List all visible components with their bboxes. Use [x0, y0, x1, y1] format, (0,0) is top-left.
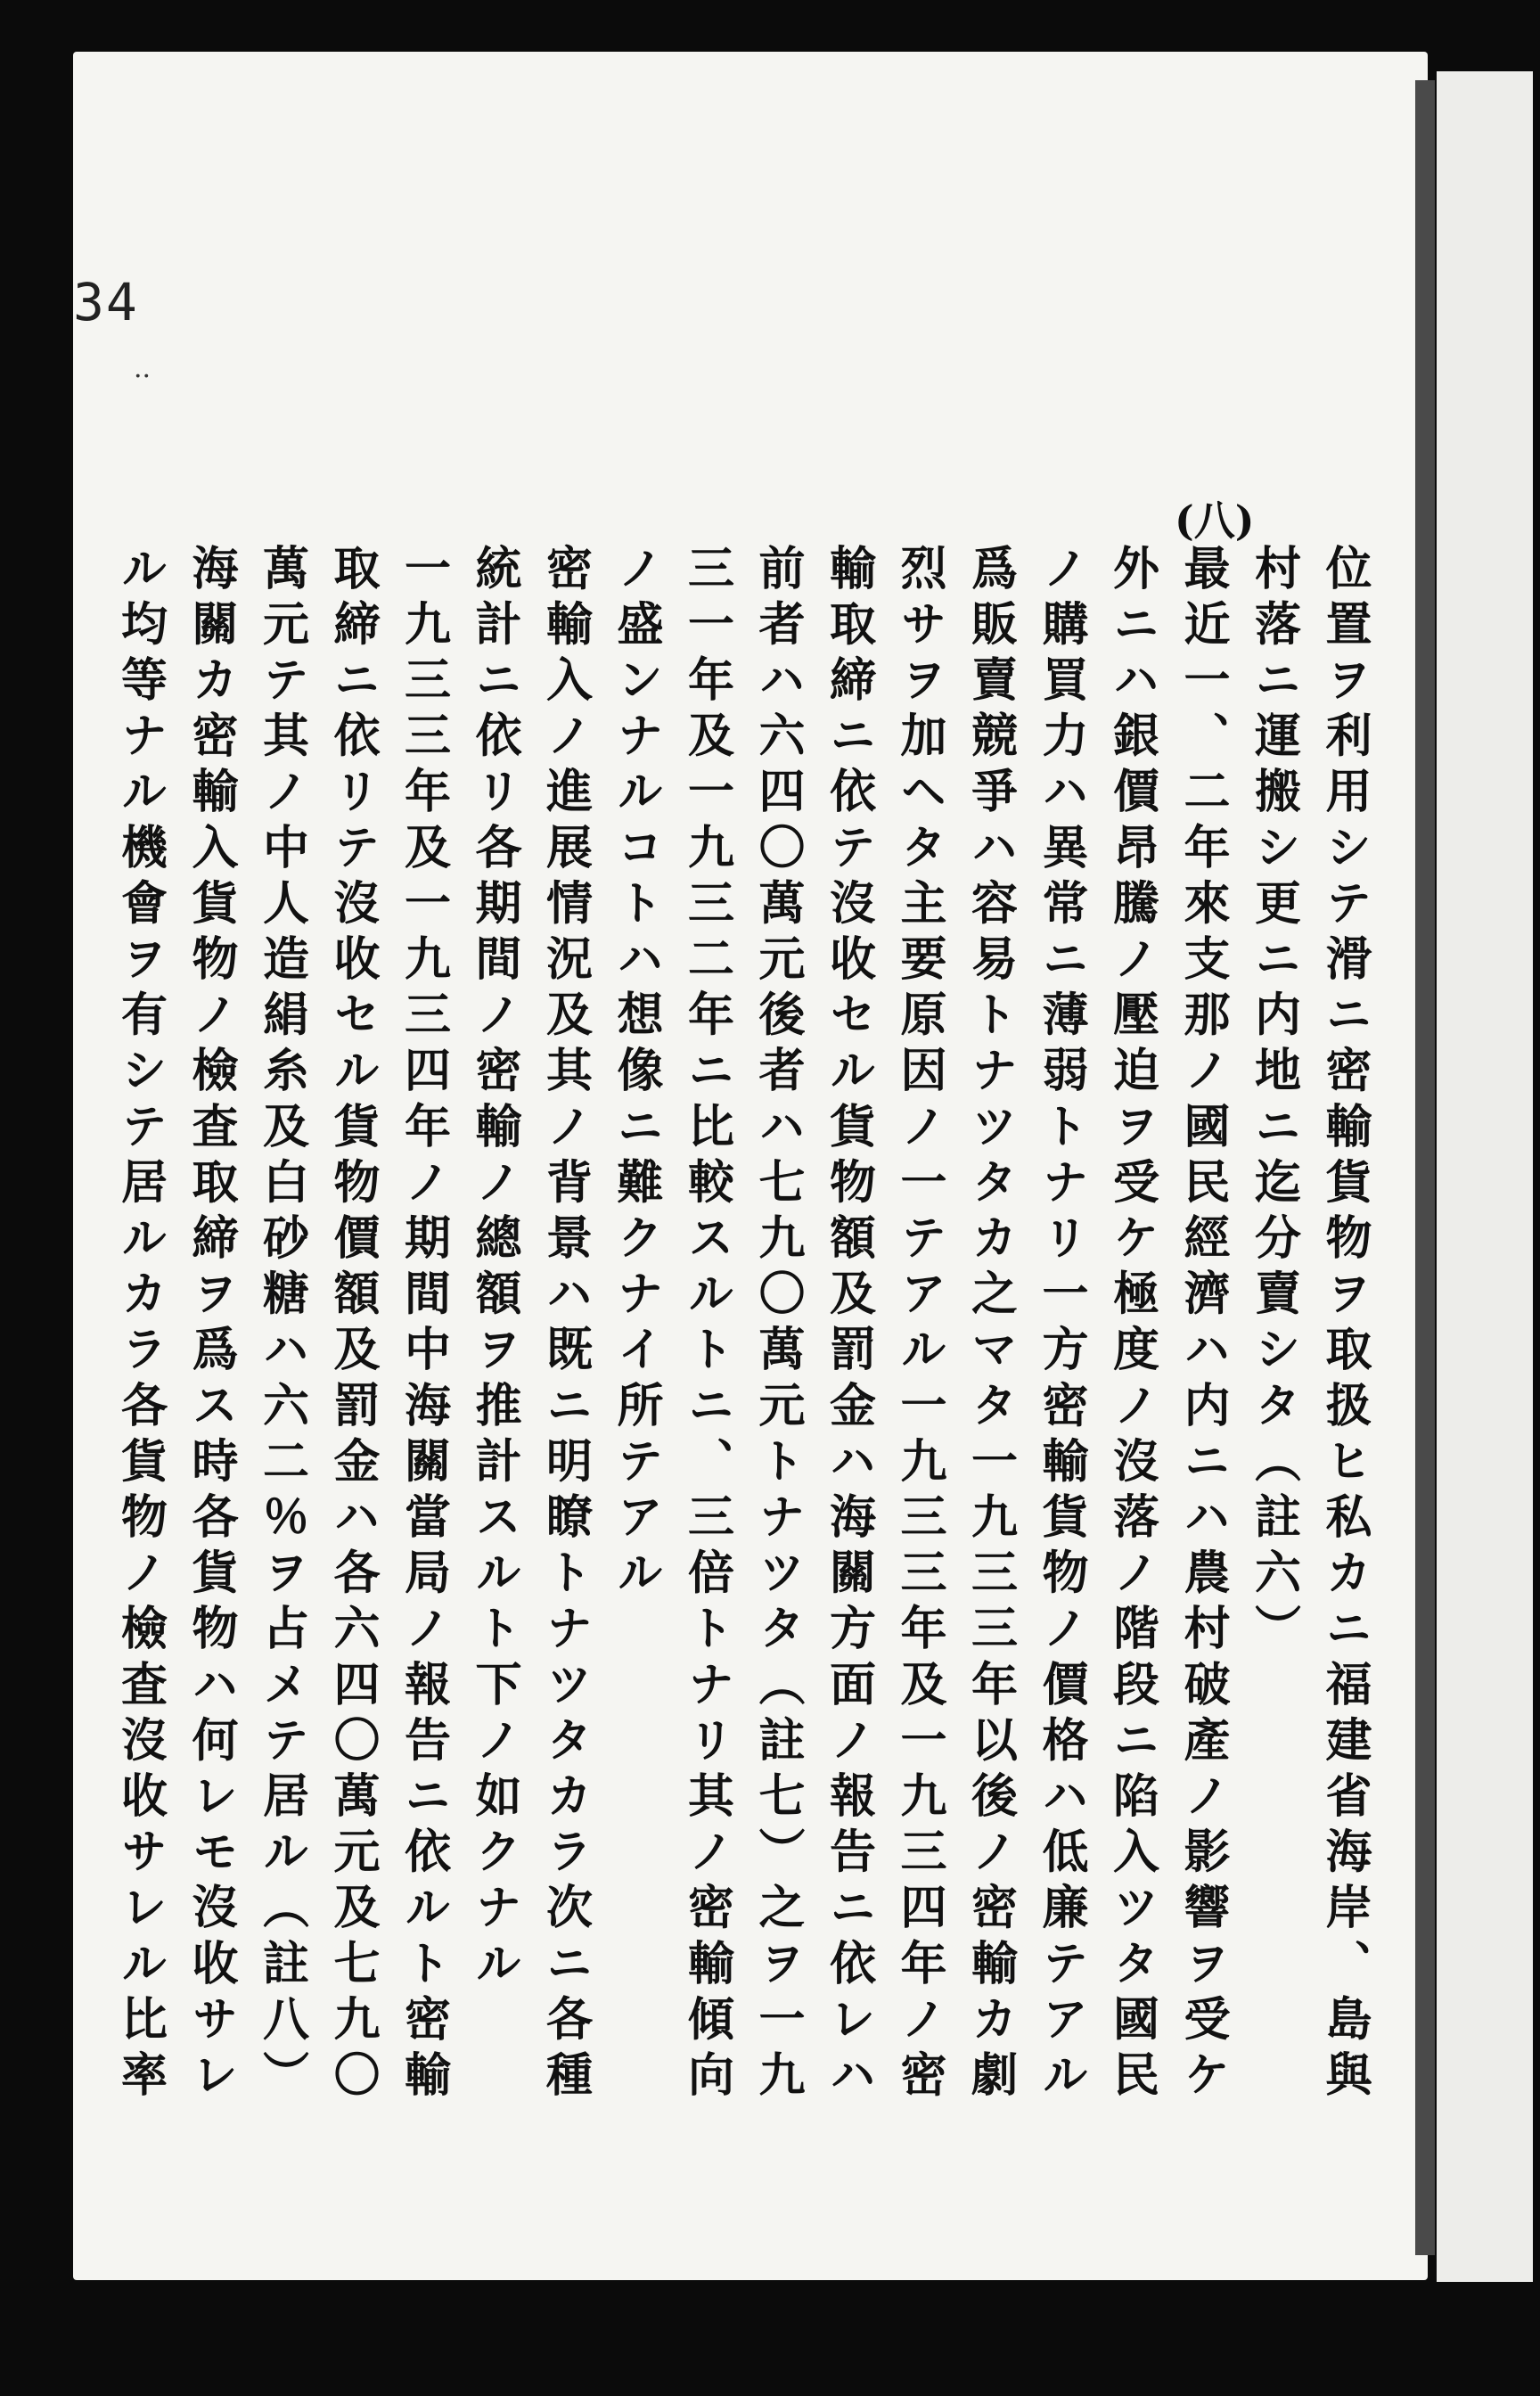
text-column: 一九三三年及一九三四年ノ期間中海關當局ノ報告ニ依ルト密輸	[396, 544, 450, 2106]
text-column: 統計ニ依リ各期間ノ密輸ノ總額ヲ推計スルト下ノ如クナル	[467, 544, 520, 1995]
text-column: 海關カ密輸入貨物ノ檢査取締ヲ爲ス時各貨物ハ何レモ沒收サレ	[184, 544, 237, 2106]
text-column: 三一年及一九三二年ニ比較スルトニ、三倍トナリ其ノ密輸傾向	[679, 544, 733, 2106]
text-column: 最近一、二年來支那ノ國民經濟ハ内ニハ農村破產ノ影響ヲ受ケ	[1175, 544, 1229, 2106]
text-column: 前者ハ六四〇萬元後者ハ七九〇萬元トナツタ（註七）之ヲ一九	[750, 544, 804, 2106]
text-column: 外ニハ銀價昂騰ノ壓迫ヲ受ケ極度ノ沒落ノ階段ニ陷入ツタ國民	[1104, 544, 1159, 2106]
text-column: ノ盛ンナルコトハ想像ニ難クナイ所テアル	[609, 544, 662, 1604]
book-spine	[1415, 80, 1435, 2255]
text-column: 烈サヲ加ヘタ主要原因ノ一テアル一九三三年及一九三四年ノ密	[892, 544, 946, 2106]
text-column: 密輸入ノ進展情況及其ノ背景ハ既ニ明瞭トナツタカラ次ニ各種	[537, 544, 592, 2106]
section-marker: (八)	[1175, 496, 1255, 545]
text-column: ノ購買力ハ異常ニ薄弱トナリ一方密輸貨物ノ價格ハ低廉テアル	[1034, 544, 1087, 2106]
text-column: 爲販賣競爭ハ容易トナツタカ之マタ一九三三年以後ノ密輸カ劇	[962, 544, 1017, 2106]
page-number: 34	[73, 272, 139, 332]
text-column: 村落ニ運搬シ更ニ内地ニ迄分賣シタ（註六）	[1246, 544, 1300, 1660]
text-column: 輸取締ニ依テ沒收セル貨物額及罰金ハ海關方面ノ報告ニ依レハ	[821, 544, 875, 2106]
text-column: 取締ニ依リテ沒收セル貨物價額及罰金ハ各六四〇萬元及七九〇	[325, 544, 379, 2106]
adjacent-page-edge	[1437, 71, 1533, 2282]
page-number-marks: ··	[134, 361, 152, 392]
text-column: ル均等ナル機會ヲ有シテ居ルカラ各貨物ノ檢査沒收サレル比率	[112, 544, 167, 2106]
text-column: 位置ヲ利用シテ滑ニ密輸貨物ヲ取扱ヒ私カニ福建省海岸、島與	[1317, 544, 1371, 2106]
text-column: 萬元テ其ノ中人造絹糸及白砂糖ハ六二％ヲ占メテ居ル（註八）	[254, 544, 308, 2106]
